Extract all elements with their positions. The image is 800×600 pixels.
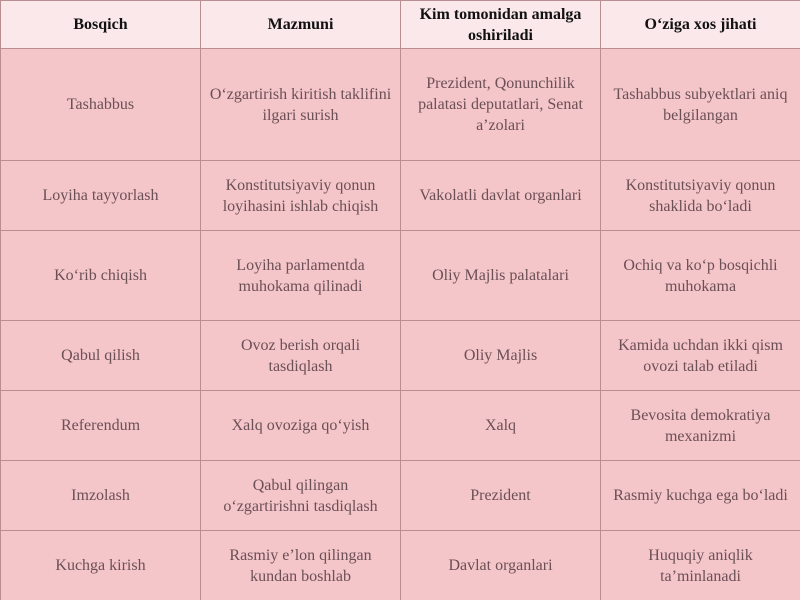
cell-stage: Qabul qilish	[1, 321, 201, 391]
cell-feature: Konstitutsiyaviy qonun shaklida bo‘ladi	[601, 161, 800, 231]
cell-performed-by: Prezident, Qonunchilik palatasi deputatlari, Senat a’zolari	[401, 49, 601, 161]
cell-content: Qabul qilingan o‘zgartirishni tasdiqlash	[201, 461, 401, 531]
cell-stage: Kuchga kirish	[1, 531, 201, 600]
header-performed-by: Kim tomonidan amalga oshiriladi	[401, 1, 601, 49]
cell-stage: Loyiha tayyorlash	[1, 161, 201, 231]
cell-performed-by: Prezident	[401, 461, 601, 531]
table-row	[1, 49, 800, 161]
cell-feature: Bevosita demokratiya mexanizmi	[601, 391, 800, 461]
cell-content: O‘zgartirish kiritish taklifini ilgari surish	[201, 49, 401, 161]
table-row	[1, 161, 800, 231]
cell-stage: Imzolash	[1, 461, 201, 531]
cell-feature: Kamida uchdan ikki qism ovozi talab etiladi	[601, 321, 800, 391]
table-row	[1, 531, 800, 600]
header-stage: Bosqich	[1, 1, 201, 49]
cell-feature: Huquqiy aniqlik ta’minlanadi	[601, 531, 800, 600]
cell-stage: Tashabbus	[1, 49, 201, 161]
cell-performed-by: Xalq	[401, 391, 601, 461]
table-row	[1, 461, 800, 531]
cell-content: Konstitutsiyaviy qonun loyihasini ishlab chiqish	[201, 161, 401, 231]
cell-performed-by: Oliy Majlis palatalari	[401, 231, 601, 321]
cell-feature: Tashabbus subyektlari aniq belgilangan	[601, 49, 800, 161]
cell-content: Loyiha parlamentda muhokama qilinadi	[201, 231, 401, 321]
cell-performed-by: Vakolatli davlat organlari	[401, 161, 601, 231]
cell-performed-by: Oliy Majlis	[401, 321, 601, 391]
header-distinctive-feature: O‘ziga xos jihati	[601, 1, 800, 49]
cell-feature: Rasmiy kuchga ega bo‘ladi	[601, 461, 800, 531]
cell-content: Ovoz berish orqali tasdiqlash	[201, 321, 401, 391]
cell-feature: Ochiq va ko‘p bosqichli muhokama	[601, 231, 800, 321]
table-row	[1, 391, 800, 461]
table-header-row	[1, 1, 800, 49]
cell-stage: Ko‘rib chiqish	[1, 231, 201, 321]
cell-stage: Referendum	[1, 391, 201, 461]
cell-content: Xalq ovoziga qo‘yish	[201, 391, 401, 461]
header-content: Mazmuni	[201, 1, 401, 49]
cell-performed-by: Davlat organlari	[401, 531, 601, 600]
cell-content: Rasmiy e’lon qilingan kundan boshlab	[201, 531, 401, 600]
table-row	[1, 321, 800, 391]
table-row	[1, 231, 800, 321]
